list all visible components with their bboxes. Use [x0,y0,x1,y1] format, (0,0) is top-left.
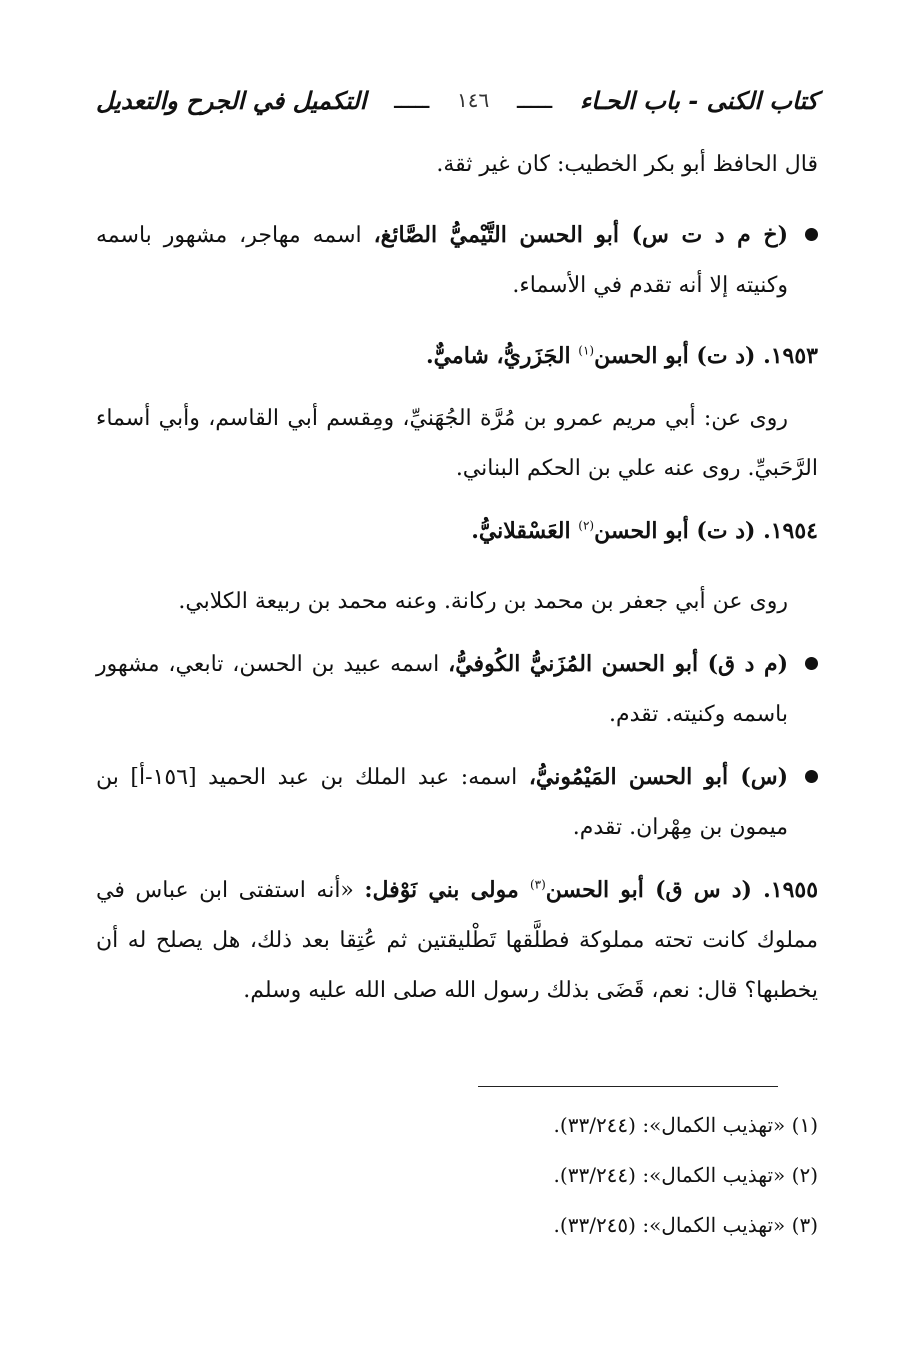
entry-heading-rest: مولى بني نَوْفل: [364,877,530,903]
entry-1954-heading [96,506,818,557]
book-title: التكميل في الجرح والتعديل [96,85,367,115]
footnote-item: (٣) «تهذيب الكمال»: (٣٣/٢٤٥). [553,1213,818,1237]
entry-heading-rest: العَسْقلانيُّ. [471,518,579,544]
footnote-divider [478,1086,778,1087]
footnote-ref: (٣) [529,877,546,892]
entry-text: اسمه: عبد الملك بن عبد الحميد [١٥٦-أ] بن ميمون بن مِهْران. تقدم. [96,765,788,840]
entry-number: ١٩٥٣. [763,343,818,369]
main-text [96,140,818,1016]
entry-1955 [96,865,818,1016]
entry-heading: (د ت) أبو الحسن [594,343,764,369]
header-separator-left: ـــــ [394,86,430,114]
entry-heading: (د ت) أبو الحسن [594,518,764,544]
entry-text: «أنه استفتى ابن عباس في مملوك كانت تحته مملوكة فطلَّقها تَطْليقتين ثم عُتِقا بعد ذلك، هل يصلح له أن يخطبها؟ قال: نعم، قَضَى بذلك رسول الله صلى الله عليه وسلم. [96,878,818,1003]
entry-heading: (س) أبو الحسن المَيْمُونيُّ، [528,764,789,790]
bullet-entry-taymi [96,210,818,311]
footnote-item: (١) «تهذيب الكمال»: (٣٣/٢٤٤). [553,1113,818,1137]
bullet-icon [805,228,818,241]
footnote-item: (٢) «تهذيب الكمال»: (٣٣/٢٤٤). [553,1163,818,1187]
running-header [96,80,818,120]
footnotes [96,1100,818,1250]
bullet-icon [805,770,818,783]
entry-heading: (د س ق) أبو الحسن [545,877,764,903]
footnote-ref: (١) [578,343,595,358]
entry-1953-heading [96,331,818,382]
footnote-ref: (٢) [578,518,595,533]
intro-paragraph: قال الحافظ أبو بكر الخطيب: كان غير ثقة. [436,152,818,177]
entry-text: اسمه عبيد بن الحسن، تابعي، مشهور باسمه وكنيته. تقدم. [96,652,788,727]
entry-1953-text: روى عن: أبي مريم عمرو بن مُرَّة الجُهَنيِّ، ومِقسم أبي القاسم، وأبي أسماء الرَّحَبيِّ. روى عنه علي بن الحكم البناني. [96,406,818,481]
entry-heading-rest: الجَزَريُّ، شاميٌّ. [425,343,579,369]
bullet-entry-maymuni [96,752,818,853]
entry-heading: (م د ق) أبو الحسن المُزَنيُّ الكُوفيُّ، [448,651,789,677]
header-separator-right: ـــــ [516,86,553,114]
entry-number: ١٩٥٥. [763,877,819,903]
entry-heading: (خ م د ت س) أبو الحسن التَّيْميُّ الصَّائغ، [373,222,788,248]
bullet-icon [805,657,818,670]
chapter-title: كتاب الكنى - باب الحـاء [579,85,818,115]
page-number: ١٤٦ [457,88,490,112]
entry-1954-text: روى عن أبي جعفر بن محمد بن ركانة. وعنه محمد بن ربيعة الكلابي. [178,589,788,614]
entry-text: اسمه مهاجر، مشهور باسمه وكنيته إلا أنه تقدم في الأسماء. [96,223,788,298]
bullet-entry-muzani [96,639,818,740]
entry-number: ١٩٥٤. [763,518,818,544]
